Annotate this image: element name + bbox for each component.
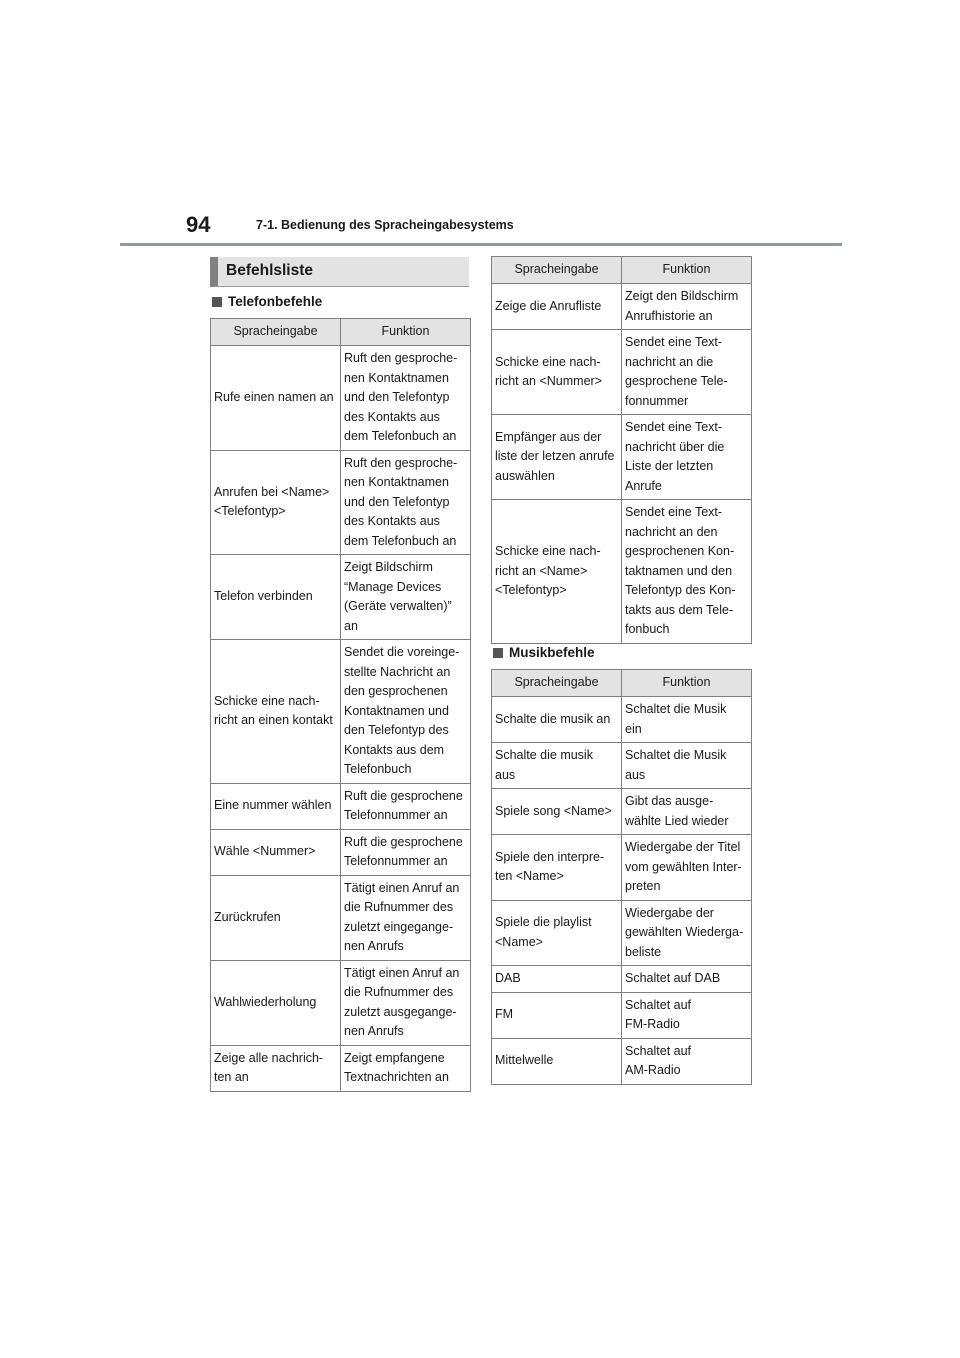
table-row bbox=[492, 1038, 752, 1084]
command-cell: Anrufen bei <Name> <Telefontyp> bbox=[211, 450, 341, 555]
table-row bbox=[492, 697, 752, 743]
command-cell: Zeige die Anrufliste bbox=[492, 284, 622, 330]
phone-commands-table bbox=[210, 318, 471, 1092]
table-row bbox=[492, 284, 752, 330]
command-cell: Zurückrufen bbox=[211, 875, 341, 960]
table-row bbox=[211, 960, 471, 1045]
section-title: Befehlsliste bbox=[226, 262, 314, 279]
function-cell: Schaltet auf FM-Radio bbox=[622, 992, 752, 1038]
command-cell: Eine nummer wählen bbox=[211, 783, 341, 829]
command-cell: Schalte die musik an bbox=[492, 697, 622, 743]
table-row bbox=[492, 835, 752, 901]
table-header-row bbox=[211, 319, 471, 346]
table-row bbox=[211, 829, 471, 875]
table-row bbox=[492, 330, 752, 415]
section-title-box bbox=[210, 257, 469, 287]
music-commands-heading bbox=[493, 645, 595, 660]
function-cell: Zeigt den Bildschirm Anrufhistorie an bbox=[622, 284, 752, 330]
function-cell: Schaltet auf AM-Radio bbox=[622, 1038, 752, 1084]
function-cell: Sendet eine Text- nachricht an die gesprochene Tele- fonnummer bbox=[622, 330, 752, 415]
table-row bbox=[492, 500, 752, 644]
phone-commands-table-continued bbox=[491, 256, 752, 644]
table-row bbox=[492, 415, 752, 500]
table-row bbox=[211, 450, 471, 555]
table-row bbox=[492, 743, 752, 789]
command-cell: Empfänger aus der liste der letzen anrufe auswählen bbox=[492, 415, 622, 500]
header-divider bbox=[120, 243, 842, 246]
function-cell: Tätigt einen Anruf an die Rufnummer des zuletzt ausgegange- nen Anrufs bbox=[341, 960, 471, 1045]
command-cell: Rufe einen namen an bbox=[211, 346, 341, 451]
function-cell: Ruft den gesproche- nen Kontaktnamen und den Telefontyp des Kontakts aus dem Telefonbuch an bbox=[341, 346, 471, 451]
command-cell: Spiele song <Name> bbox=[492, 789, 622, 835]
column-header-function: Funktion bbox=[341, 319, 471, 346]
function-cell: Schaltet die Musik aus bbox=[622, 743, 752, 789]
command-cell: Spiele die playlist <Name> bbox=[492, 900, 622, 966]
table-row bbox=[211, 875, 471, 960]
function-cell: Schaltet auf DAB bbox=[622, 966, 752, 993]
command-cell: Wähle <Nummer> bbox=[211, 829, 341, 875]
chapter-title: 7-1. Bedienung des Spracheingabesystems bbox=[256, 218, 514, 232]
command-cell: Mittelwelle bbox=[492, 1038, 622, 1084]
bullet-square-icon bbox=[212, 297, 222, 307]
function-cell: Tätigt einen Anruf an die Rufnummer des zuletzt eingegange- nen Anrufs bbox=[341, 875, 471, 960]
table-row bbox=[492, 900, 752, 966]
function-cell: Sendet eine Text- nachricht an den gesprochenen Kon- taktnamen und den Telefontyp des Kon- takts aus dem Tele- fonbuch bbox=[622, 500, 752, 644]
function-cell: Ruft den gesproche- nen Kontaktnamen und den Telefontyp des Kontakts aus dem Telefonbuch an bbox=[341, 450, 471, 555]
command-cell: FM bbox=[492, 992, 622, 1038]
command-cell: Spiele den interpre- ten <Name> bbox=[492, 835, 622, 901]
bullet-square-icon bbox=[493, 648, 503, 658]
table-row bbox=[211, 640, 471, 784]
table-row bbox=[492, 992, 752, 1038]
command-cell: Schicke eine nach- richt an <Nummer> bbox=[492, 330, 622, 415]
function-cell: Zeigt Bildschirm “Manage Devices (Geräte verwalten)” an bbox=[341, 555, 471, 640]
table-row bbox=[492, 789, 752, 835]
command-cell: Schicke eine nach- richt an <Name> <Telefontyp> bbox=[492, 500, 622, 644]
table-row bbox=[211, 1045, 471, 1091]
table-header-row bbox=[492, 257, 752, 284]
column-header-function: Funktion bbox=[622, 670, 752, 697]
command-cell: Telefon verbinden bbox=[211, 555, 341, 640]
table-row bbox=[211, 346, 471, 451]
music-commands-table bbox=[491, 669, 752, 1085]
function-cell: Wiedergabe der gewählten Wiederga- beliste bbox=[622, 900, 752, 966]
music-commands-heading-text: Musikbefehle bbox=[509, 645, 595, 660]
phone-commands-heading bbox=[212, 294, 322, 309]
column-header-function: Funktion bbox=[622, 257, 752, 284]
command-cell: Schalte die musik aus bbox=[492, 743, 622, 789]
function-cell: Schaltet die Musik ein bbox=[622, 697, 752, 743]
page-number: 94 bbox=[186, 212, 211, 237]
table-row bbox=[211, 783, 471, 829]
function-cell: Wiedergabe der Titel vom gewählten Inter- preten bbox=[622, 835, 752, 901]
table-row bbox=[492, 966, 752, 993]
function-cell: Zeigt empfangene Textnachrichten an bbox=[341, 1045, 471, 1091]
command-cell: Wahlwiederholung bbox=[211, 960, 341, 1045]
column-header-command: Spracheingabe bbox=[492, 670, 622, 697]
function-cell: Gibt das ausge- wählte Lied wieder bbox=[622, 789, 752, 835]
column-header-command: Spracheingabe bbox=[211, 319, 341, 346]
table-header-row bbox=[492, 670, 752, 697]
command-cell: DAB bbox=[492, 966, 622, 993]
phone-commands-heading-text: Telefonbefehle bbox=[228, 294, 323, 309]
function-cell: Ruft die gesprochene Telefonnummer an bbox=[341, 829, 471, 875]
function-cell: Ruft die gesprochene Telefonnummer an bbox=[341, 783, 471, 829]
command-cell: Zeige alle nachrich- ten an bbox=[211, 1045, 341, 1091]
command-cell: Schicke eine nach- richt an einen kontakt bbox=[211, 640, 341, 784]
function-cell: Sendet die voreinge- stellte Nachricht an den gesprochenen Kontaktnamen und den Telefontyp des Kontakts aus dem Telefonbuch bbox=[341, 640, 471, 784]
table-row bbox=[211, 555, 471, 640]
function-cell: Sendet eine Text- nachricht über die Liste der letzten Anrufe bbox=[622, 415, 752, 500]
column-header-command: Spracheingabe bbox=[492, 257, 622, 284]
